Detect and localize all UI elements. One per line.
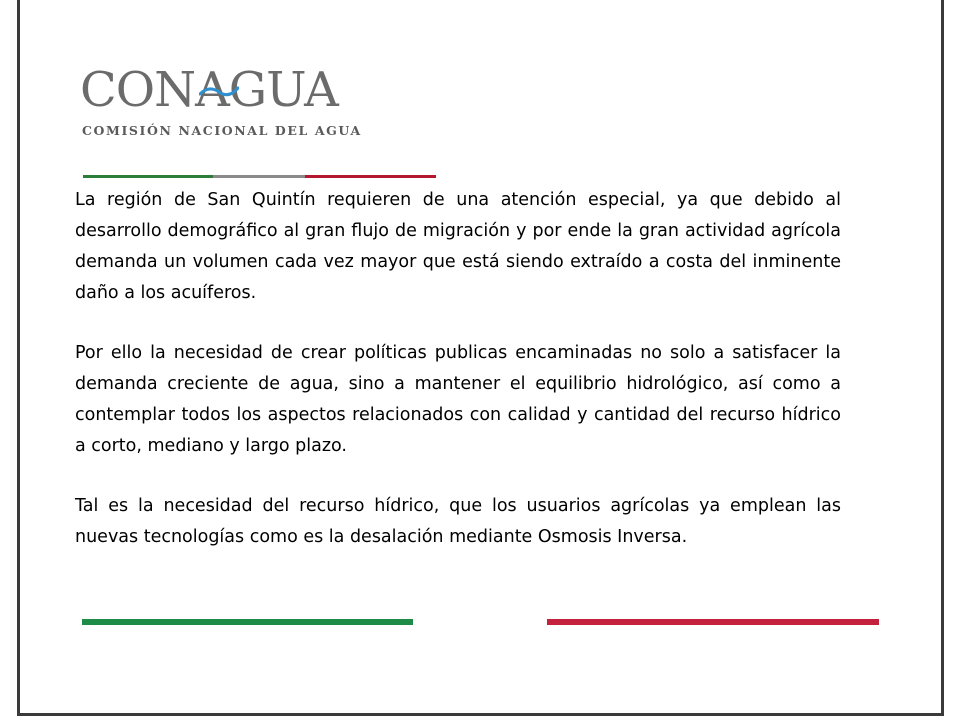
logo-subtitle: COMISIÓN NACIONAL DEL AGUA: [82, 123, 362, 138]
slide-frame-left-border: [17, 0, 20, 716]
footer-bar-red: [547, 619, 879, 625]
paragraph-politicas: Por ello la necesidad de crear políticas publicas encaminadas no solo a satisfacer la demanda creciente de agua, sino a mantener el equilibrio hidrológico, así como a contemplar todos los aspectos relacionados con calidad y cantidad del recurso hídrico a corto, mediano y largo plazo.: [75, 343, 841, 456]
logo-line-red: [305, 175, 436, 178]
body-text: [75, 185, 841, 582]
paragraph-osmosis: Tal es la necesidad del recurso hídrico, que los usuarios agrícolas ya emplean las nuevas tecnologías como es la desalación mediante Osmosis Inversa.: [75, 496, 841, 547]
logo-line-grey: [213, 175, 305, 178]
footer-bar-green: [82, 619, 413, 625]
paragraph-san-quintin: La región de San Quintín requieren de una atención especial, ya que debido al desarrollo demográfico al gran flujo de migración y por ende la gran actividad agrícola demanda un volumen cada vez mayor que está siendo extraído a costa del inminente daño a los acuíferos.: [75, 190, 841, 303]
logo-line-green: [83, 175, 213, 178]
water-wave-icon: [199, 84, 239, 98]
logo-wordmark: CONAGUA: [80, 62, 338, 118]
slide-frame-bottom-border: [17, 713, 944, 716]
slide-frame-right-border: [941, 0, 944, 716]
